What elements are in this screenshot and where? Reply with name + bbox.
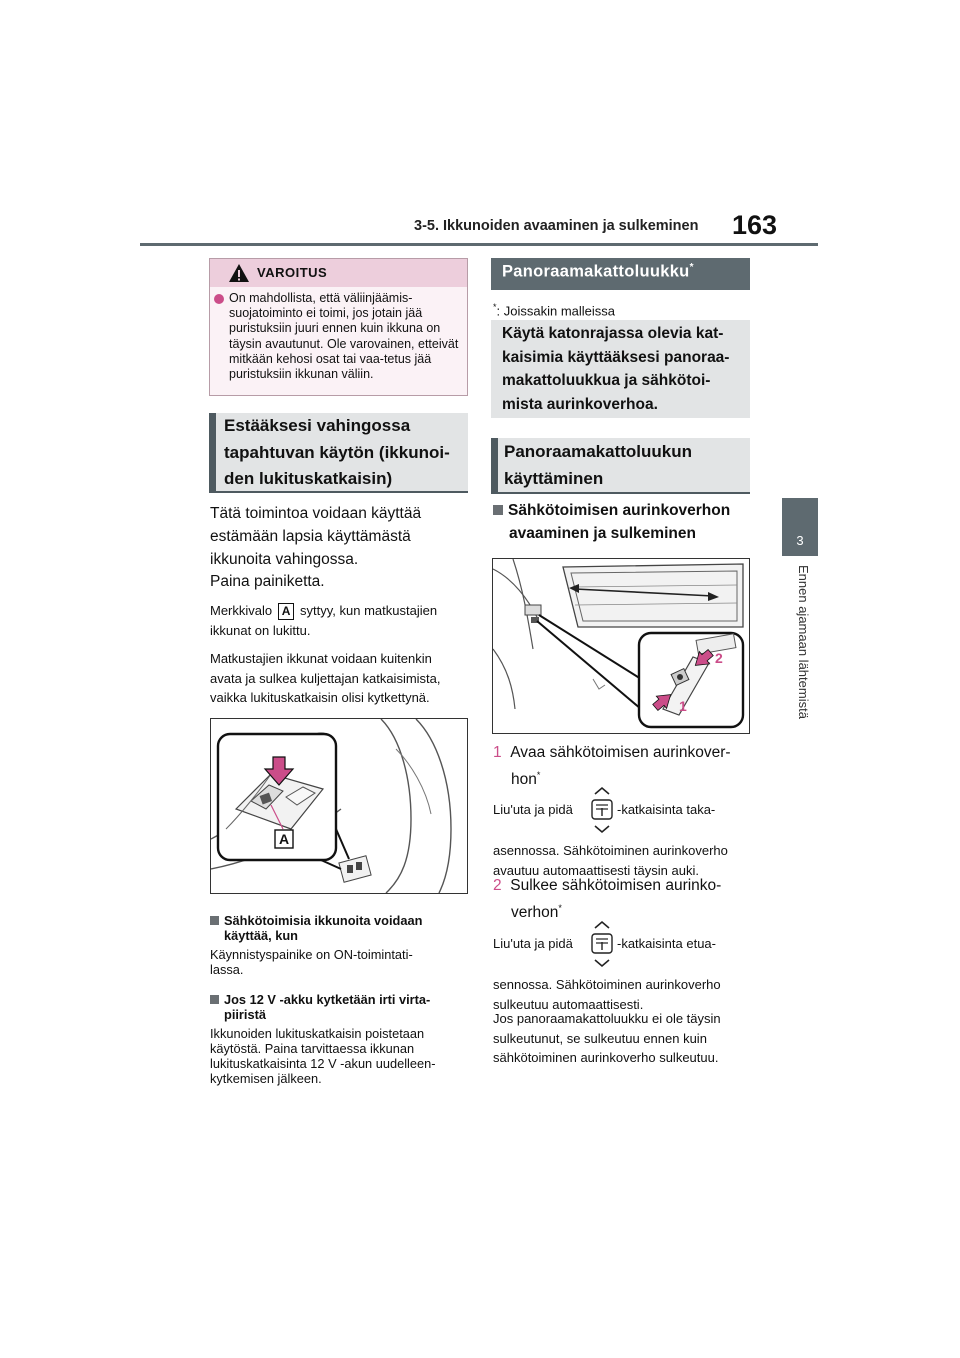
square-bullet-icon: [210, 916, 219, 925]
sunshade-switch-icon: [589, 920, 615, 968]
chapter-number: 3: [796, 533, 804, 548]
sunshade-switch-figure: [492, 558, 750, 734]
step-1: 1 Avaa sähkötoimisen aurinkover- hon*: [493, 744, 731, 789]
step-number: 1: [493, 744, 502, 761]
indicator-label-badge: A: [278, 603, 295, 620]
figure-label-2: 2: [715, 650, 723, 666]
panorama-intro: Käytä katonrajassa olevia kat- kaisimia käyttääksesi panoraa- makattoluukkua ja sähkötoi- mista aurinkoverhoa.: [502, 325, 730, 413]
page-number: 163: [732, 210, 778, 240]
section-title: 3-5. Ikkunoiden avaaminen ja sulkeminen: [414, 218, 699, 234]
step-2: 2 Sulkee sähkötoimisen aurinko- verhon*: [493, 877, 722, 922]
note-power-windows: Sähkötoimisia ikkunoita voidaan käyttää, kun Käynnistyspainike on ON-toimintati- lassa.: [210, 913, 472, 977]
window-lock-figure: [210, 718, 468, 894]
warning-title: VAROITUS: [257, 265, 328, 280]
step-number: 2: [493, 877, 502, 894]
figure-label-1: 1: [679, 698, 687, 714]
heading-bar: [491, 438, 498, 494]
warning-triangle-icon: [228, 263, 250, 283]
step-1-detail: Liu'uta ja pidä -katkaisinta taka- asennossa. Sähkötoiminen aurinkoverho avautuu automaattisesti täysin auki.: [493, 786, 755, 880]
chapter-title: Ennen ajamaan lähtemistä: [796, 565, 811, 719]
passenger-note: Matkustajien ikkunat voidaan kuitenkin avata ja sulkea kuljettajan katkaisimista, vaikka lukituskatkaisin olisi kytkettynä.: [210, 651, 441, 705]
sunshade-switch-icon: [589, 786, 615, 834]
square-bullet-icon: [493, 505, 503, 515]
panorama-usage-title: Panoraamakattoluukun käyttäminen: [504, 442, 692, 488]
heading-bar: [209, 413, 216, 493]
bullet-icon: [214, 294, 224, 304]
panorama-title: Panoraamakattoluukku*: [502, 262, 694, 281]
note-battery: Jos 12 V -akku kytketään irti virta- piiristä Ikkunoiden lukituskatkaisin poistetaan käytöstä. Paina tarvittaessa ikkunan lukituskatkaisinta 12 V -akun uudelleen- kytkemisen jälkeen.: [210, 992, 472, 1086]
step-2-detail: Liu'uta ja pidä -katkaisinta etua- sennossa. Sähkötoiminen aurinkoverho sulkeutuu automaattisesti.: [493, 920, 755, 1014]
lock-section-title: Estääksesi vahingossa tapahtuvan käytön (ikkunoi- den lukituskatkaisin): [224, 416, 450, 488]
sunshade-illustration: [493, 559, 749, 733]
note-title: Jos 12 V -akku kytketään irti virta-: [210, 992, 472, 1007]
header-rule: [140, 243, 818, 246]
note-title: Sähkötoimisia ikkunoita voidaan: [210, 913, 472, 928]
warning-text: On mahdollista, että väliinjäämis-suojatoiminto ei toimi, jos jotain jää puristuksiin juuri ennen kuin ikkuna on täysin avautunut. Ole varovainen, etteivät mitkään kehosi osat tai vaa-tetus jää puristuksiin ikkunan väliin.: [229, 291, 459, 382]
figure-label-a: A: [278, 831, 290, 847]
indicator-text: Merkkivalo A syttyy, kun matkustajien ikkunat on lukittu.: [210, 603, 438, 638]
lock-intro: Tätä toimintoa voidaan käyttää estämään lapsia käyttämästä ikkunoita vahingossa.: [210, 505, 422, 568]
lock-instruction: Paina painiketta.: [210, 573, 325, 590]
closing-note: Jos panoraamakattoluukku ei ole täysin sulkeutunut, se sulkeutuu ennen kuin sähkötoiminen aurinkoverho sulkeutuu.: [493, 1011, 721, 1065]
sunshade-subheading: Sähkötoimisen aurinkoverhon avaaminen ja sulkeminen: [493, 499, 755, 545]
window-lock-illustration: [211, 719, 467, 893]
footnote: *: Joissakin malleissa: [493, 302, 616, 319]
square-bullet-icon: [210, 995, 219, 1004]
chapter-tab: [782, 498, 818, 556]
